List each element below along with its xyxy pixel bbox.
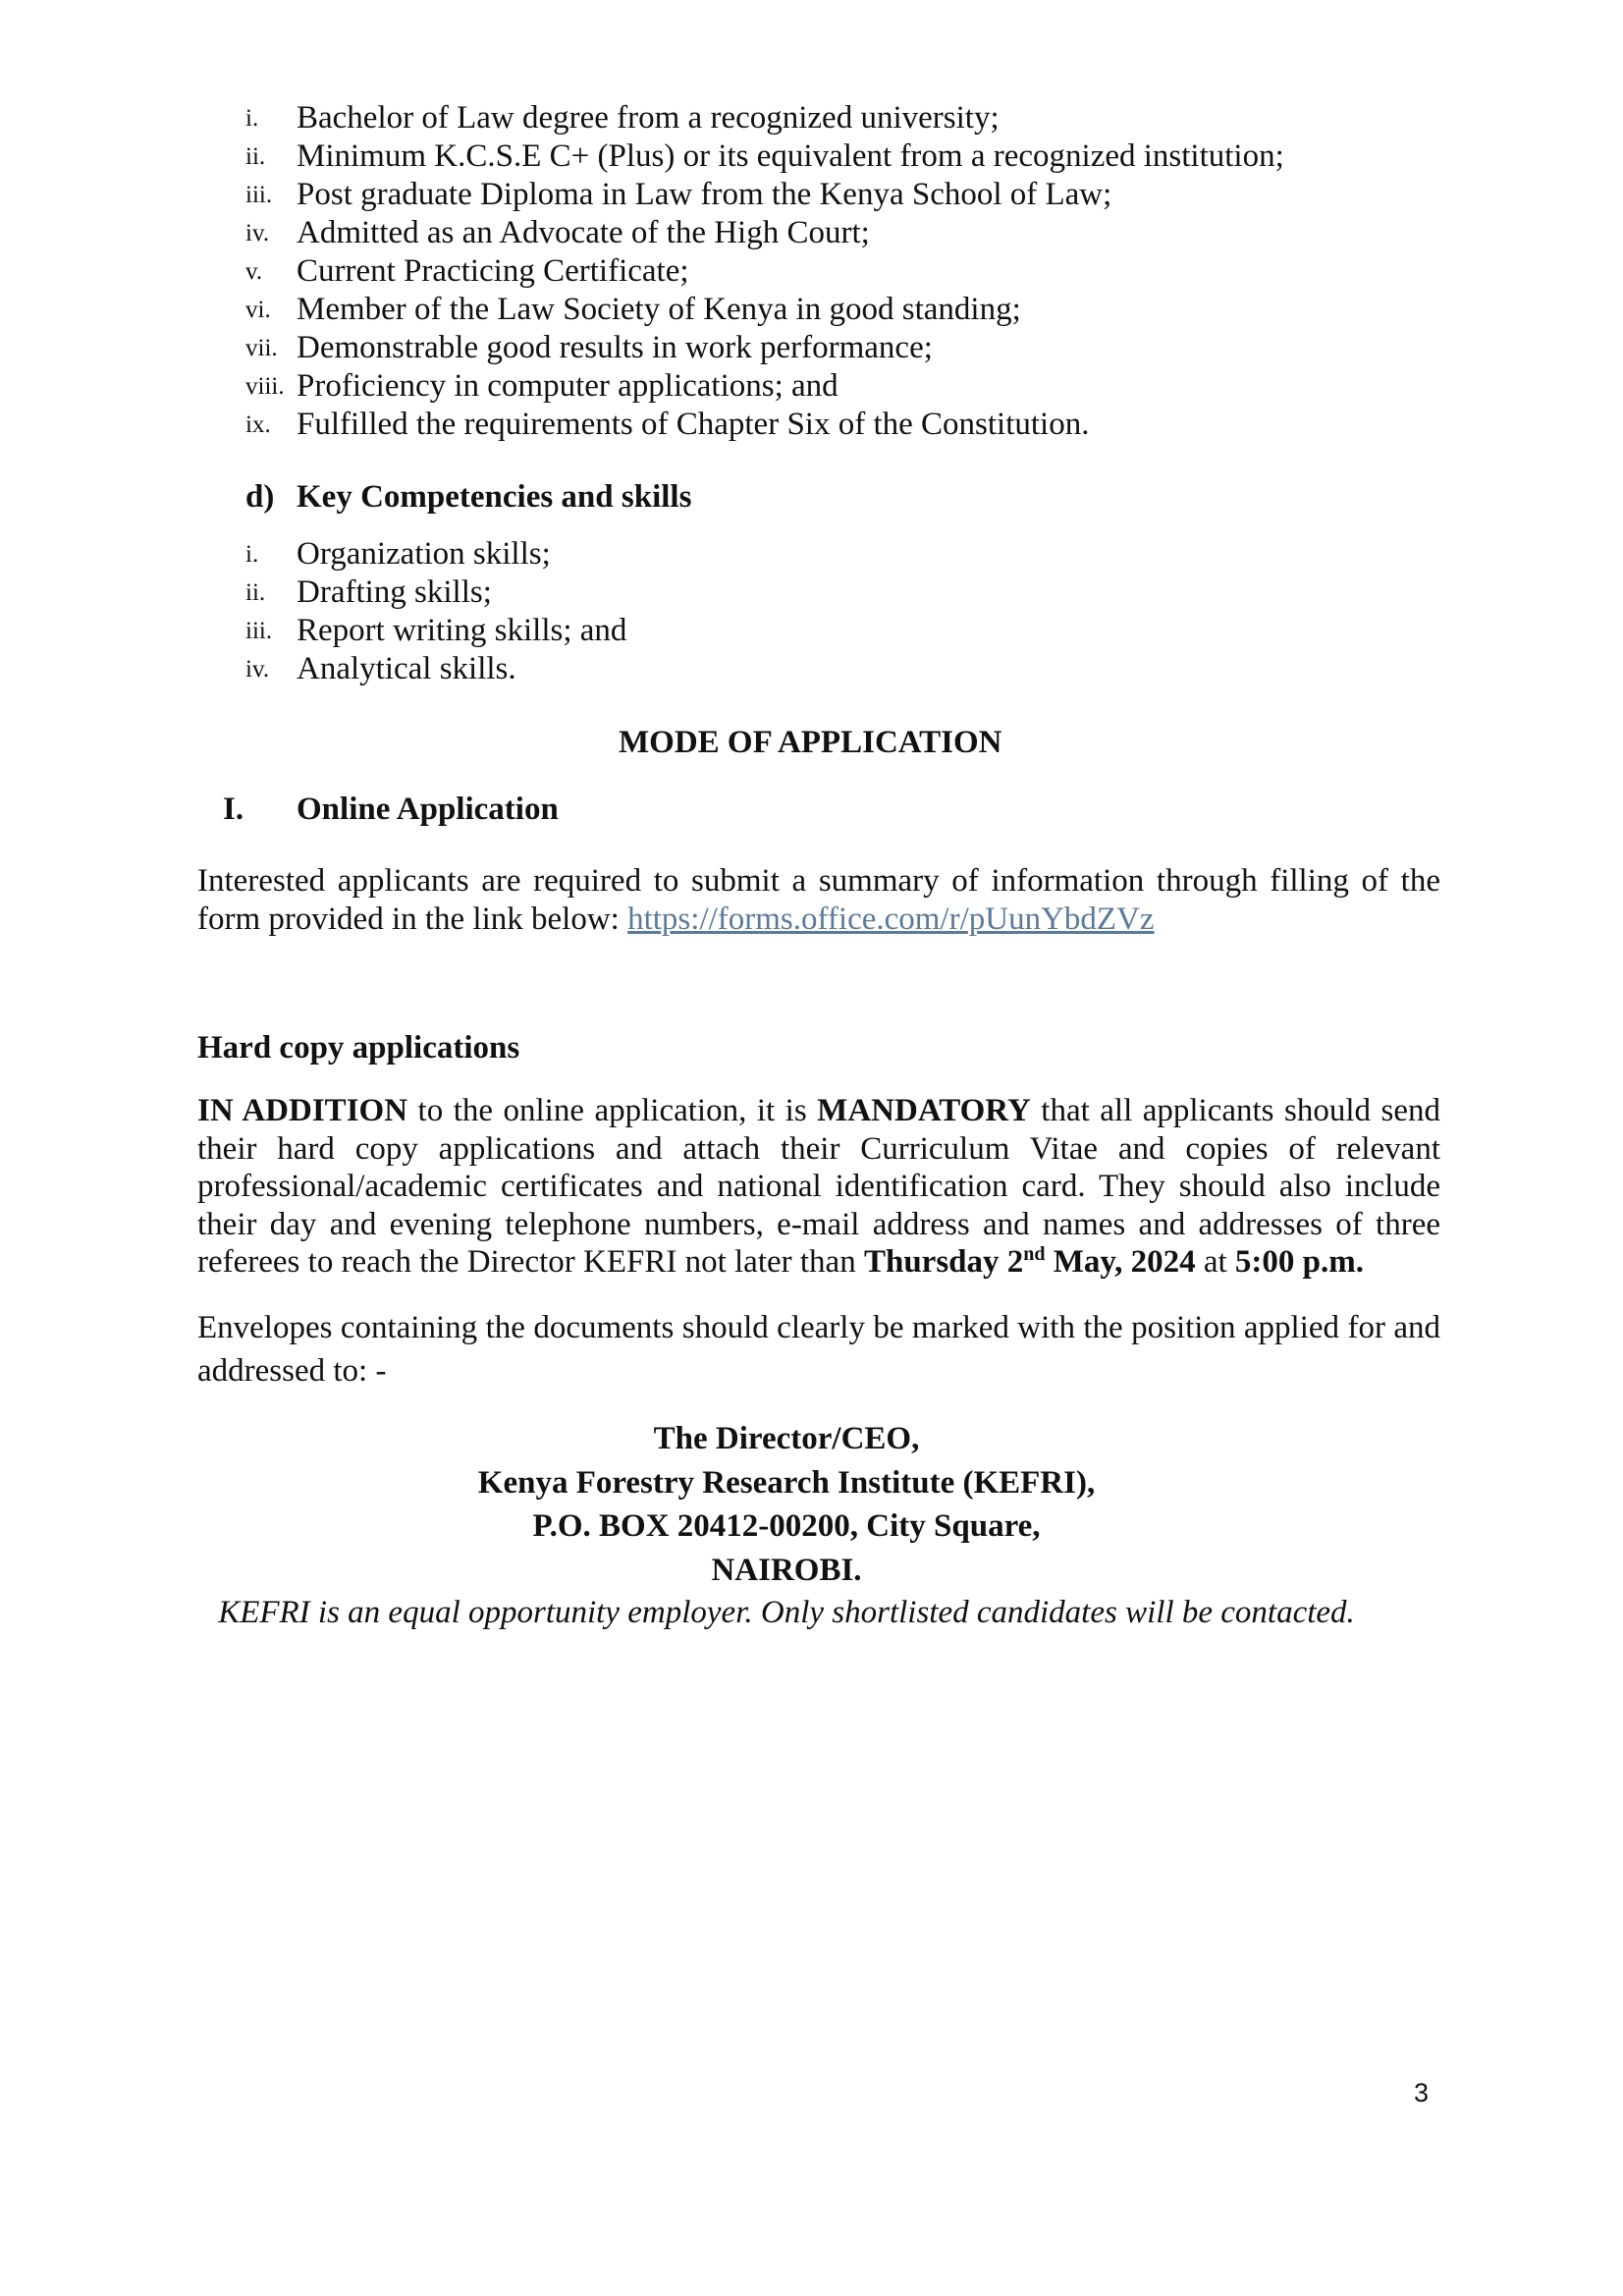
list-number: viii. bbox=[245, 373, 285, 400]
address-line: The Director/CEO, bbox=[653, 1421, 920, 1456]
list-number: vii. bbox=[245, 335, 278, 361]
mandatory-text: MANDATORY bbox=[817, 1093, 1031, 1128]
hardcopy-text-2: that all applicants should send their hard copy applications and attach their Curriculum Vitae and copies of relevant professional/academic certificates and national identification card. They should also include their day and evening telephone numbers, e-mail address and names and addresses of three referees to reach the Director KEFRI not later than bbox=[197, 1093, 1441, 1280]
list-number: iv. bbox=[245, 656, 270, 683]
page-number: 3 bbox=[1414, 2078, 1430, 2107]
competencies-heading: Key Competencies and skills bbox=[297, 479, 692, 515]
competencies-marker: d) bbox=[245, 479, 275, 515]
deadline-month-year: May, 2024 bbox=[1045, 1244, 1196, 1280]
list-number: i. bbox=[245, 541, 259, 568]
address-line: NAIROBI. bbox=[711, 1552, 862, 1588]
list-number: ix. bbox=[245, 411, 271, 438]
list-text: Analytical skills. bbox=[297, 651, 516, 686]
list-text: Current Practicing Certificate; bbox=[297, 253, 689, 289]
online-heading: Online Application bbox=[297, 792, 559, 827]
list-text: Organization skills; bbox=[297, 536, 551, 572]
list-number: iii. bbox=[245, 182, 273, 208]
list-text: Member of the Law Society of Kenya in good standing; bbox=[297, 292, 1021, 327]
online-text: Interested applicants are required to submit a summary of information through filling of the form provided in the link below: bbox=[197, 863, 1440, 937]
application-form-link[interactable]: https://forms.office.com/r/pUunYbdZVz bbox=[627, 901, 1155, 937]
at-text: at bbox=[1195, 1244, 1235, 1280]
address-line: Kenya Forestry Research Institute (KEFRI), bbox=[477, 1464, 1096, 1501]
hardcopy-paragraph bbox=[197, 1092, 1440, 1282]
list-number: v. bbox=[245, 258, 263, 285]
list-number: vi. bbox=[245, 297, 271, 323]
envelopes-paragraph: Envelopes containing the documents should clearly be marked with the position applied for and addressed to: - bbox=[197, 1310, 1440, 1389]
online-marker: I. bbox=[223, 792, 244, 827]
list-text: Post graduate Diploma in Law from the Kenya School of Law; bbox=[297, 177, 1112, 212]
list-text: Admitted as an Advocate of the High Court; bbox=[297, 215, 870, 250]
address-block bbox=[197, 1417, 1376, 1592]
online-paragraph bbox=[197, 862, 1440, 938]
list-number: ii. bbox=[245, 579, 266, 606]
list-text: Minimum K.C.S.E C+ (Plus) or its equivalent from a recognized institution; bbox=[297, 138, 1284, 174]
deadline-day: Thursday 2 bbox=[863, 1244, 1024, 1280]
deadline-date bbox=[864, 1244, 1196, 1280]
list-text: Bachelor of Law degree from a recognized university; bbox=[297, 100, 1000, 136]
in-addition-text: IN ADDITION bbox=[197, 1093, 408, 1128]
list-text: Proficiency in computer applications; and bbox=[297, 368, 839, 404]
list-text: Drafting skills; bbox=[297, 574, 492, 610]
list-text: Report writing skills; and bbox=[297, 613, 627, 648]
list-number: ii. bbox=[245, 143, 266, 170]
deadline-ordinal: nd bbox=[1023, 1243, 1046, 1265]
deadline-time: 5:00 p.m. bbox=[1234, 1244, 1365, 1280]
address-line: P.O. BOX 20412-00200, City Square, bbox=[532, 1508, 1041, 1544]
mode-of-application-heading: MODE OF APPLICATION bbox=[619, 725, 1002, 760]
list-text: Demonstrable good results in work performance; bbox=[297, 330, 933, 365]
list-text: Fulfilled the requirements of Chapter Six of the Constitution. bbox=[297, 407, 1090, 442]
list-number: iv. bbox=[245, 220, 270, 246]
hardcopy-text-1: to the online application, it is bbox=[407, 1093, 818, 1128]
equal-opportunity-note: KEFRI is an equal opportunity employer. Only shortlisted candidates will be contacted. bbox=[218, 1595, 1355, 1630]
list-number: iii. bbox=[245, 618, 273, 644]
list-number: i. bbox=[245, 105, 259, 132]
hardcopy-heading: Hard copy applications bbox=[197, 1030, 520, 1066]
